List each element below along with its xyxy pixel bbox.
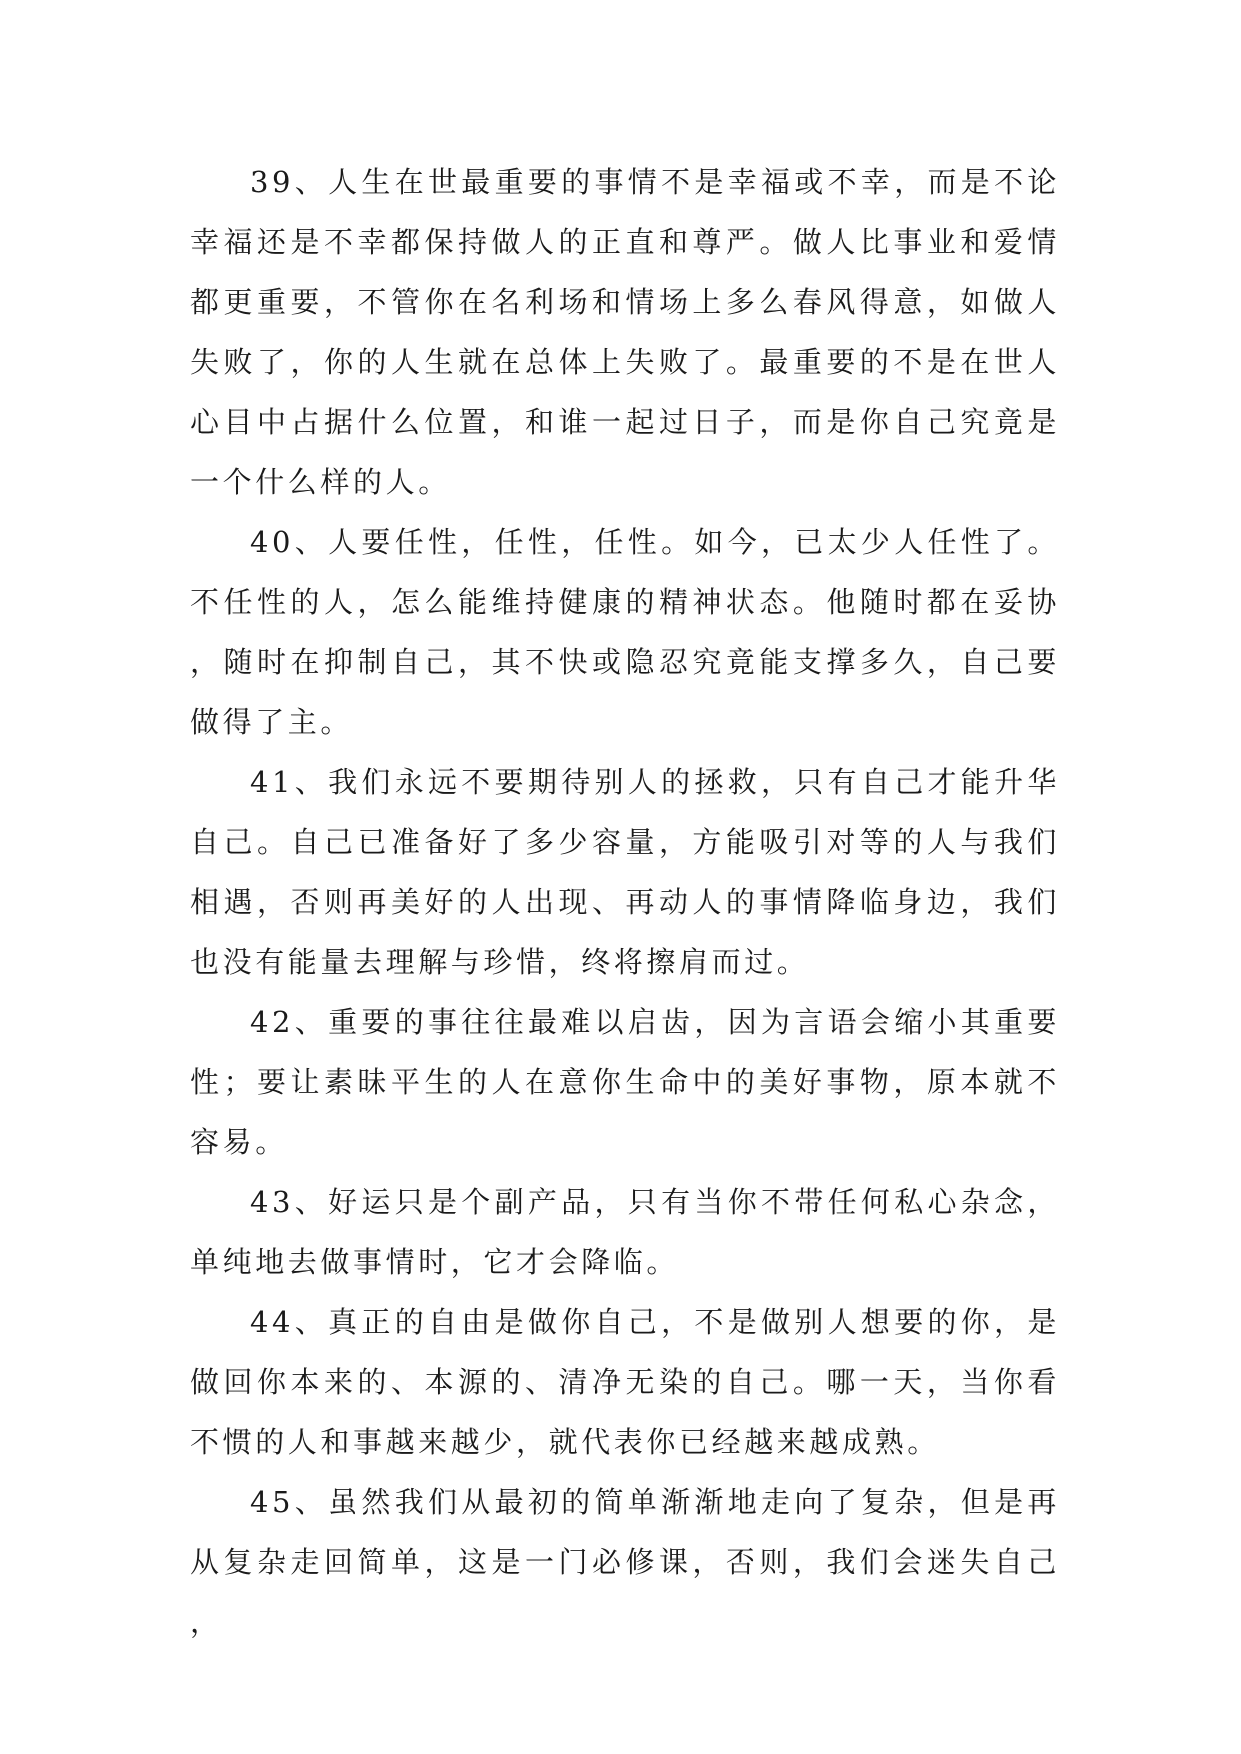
paragraph-39: 39、人生在世最重要的事情不是幸福或不幸，而是不论幸福还是不幸都保持做人的正直和尊严。做人比事业和爱情都更重要，不管你在名利场和情场上多么春风得意，如做人失败了，你的人生就在总体上失败了。最重要的不是在世人心目中占据什么位置，和谁一起过日子，而是你自己究竟是一个什么样的人。 xyxy=(190,165,1060,499)
paragraph-40: 40、人要任性，任性，任性。如今，已太少人任性了。不任性的人，怎么能维持健康的精神状态。他随时都在妥协，随时在抑制自己，其不快或隐忍究竟能支撑多久，自己要做得了主。 xyxy=(190,525,1060,739)
paragraph-41: 41、我们永远不要期待别人的拯救，只有自己才能升华自己。自己已准备好了多少容量，方能吸引对等的人与我们相遇，否则再美好的人出现、再动人的事情降临身边，我们也没有能量去理解与珍惜，终将擦肩而过。 xyxy=(190,765,1060,979)
document-body xyxy=(190,152,1060,1652)
paragraph-44: 44、真正的自由是做你自己，不是做别人想要的你，是做回你本来的、本源的、清净无染的自己。哪一天，当你看不惯的人和事越来越少，就代表你已经越来越成熟。 xyxy=(190,1305,1060,1459)
paragraph-42: 42、重要的事往往最难以启齿，因为言语会缩小其重要性；要让素昧平生的人在意你生命中的美好事物，原本就不容易。 xyxy=(190,1005,1060,1159)
paragraph-45: 45、虽然我们从最初的简单渐渐地走向了复杂，但是再从复杂走回简单，这是一门必修课，否则，我们会迷失自己， xyxy=(190,1485,1060,1639)
paragraph-43: 43、好运只是个副产品，只有当你不带任何私心杂念，单纯地去做事情时，它才会降临。 xyxy=(190,1185,1060,1279)
